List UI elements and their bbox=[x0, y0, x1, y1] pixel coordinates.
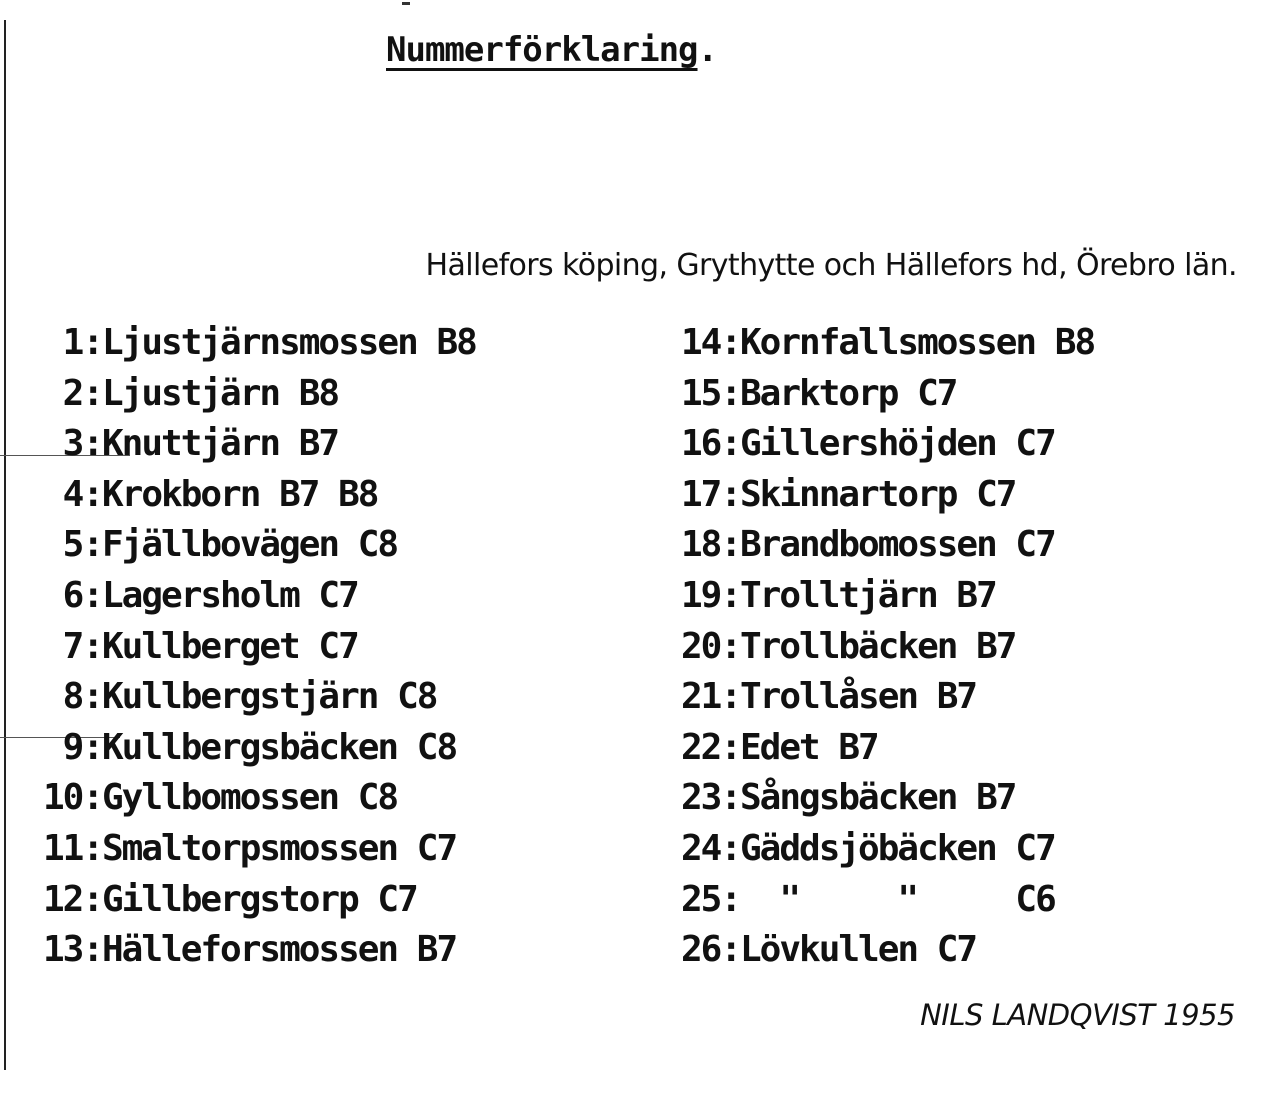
entry-text: Lövkullen C7 bbox=[740, 929, 977, 971]
entry-text: Barktorp C7 bbox=[740, 372, 957, 414]
entry-text: Kullbergsbäcken C8 bbox=[102, 726, 457, 768]
list-item bbox=[660, 672, 1094, 723]
entry-text: Gäddsjöbäcken C7 bbox=[740, 827, 1055, 869]
list-item bbox=[660, 925, 1094, 976]
entry-number: 21: bbox=[680, 676, 740, 718]
number-list-left bbox=[22, 318, 476, 976]
list-item bbox=[660, 318, 1094, 369]
entry-number: 3: bbox=[62, 423, 102, 465]
entry-number: 20: bbox=[680, 625, 740, 667]
list-item bbox=[22, 824, 476, 875]
entry-text: Trollbäcken B7 bbox=[740, 625, 1016, 667]
entry-text: Smaltorpsmossen C7 bbox=[102, 827, 457, 869]
entry-text: Krokborn B7 B8 bbox=[102, 473, 378, 515]
entry-number: 2: bbox=[62, 372, 102, 414]
entry-number: 4: bbox=[62, 473, 102, 515]
entry-number: 18: bbox=[680, 524, 740, 566]
entry-number: 14: bbox=[680, 322, 740, 363]
entry-text: Kornfallsmossen B8 bbox=[740, 322, 1095, 363]
entry-text: Trolltjärn B7 bbox=[740, 574, 996, 616]
entry-text: Fjällbovägen C8 bbox=[102, 524, 398, 566]
entry-number: 1: bbox=[62, 322, 102, 363]
list-item bbox=[22, 875, 476, 926]
entry-text: Gillershöjden C7 bbox=[740, 423, 1055, 465]
entry-number: 16: bbox=[680, 423, 740, 465]
location-subtitle: Hällefors köping, Grythytte och Hällefors hd, Örebro län. bbox=[425, 248, 1237, 283]
list-item bbox=[660, 470, 1094, 521]
entry-text: Edet B7 bbox=[740, 726, 878, 768]
entry-number: 10: bbox=[42, 777, 102, 819]
scan-mark bbox=[402, 2, 410, 5]
entry-number: 23: bbox=[680, 777, 740, 819]
entry-text: Brandbomossen C7 bbox=[740, 524, 1055, 566]
entry-text: Skinnartorp C7 bbox=[740, 473, 1016, 515]
list-item bbox=[22, 318, 476, 369]
entry-number: 15: bbox=[680, 372, 740, 414]
entry-text: Lagersholm C7 bbox=[102, 574, 358, 616]
list-item bbox=[660, 369, 1094, 420]
entry-text: Ljustjärnsmossen B8 bbox=[102, 322, 476, 363]
entry-number: 11: bbox=[42, 827, 102, 869]
list-item bbox=[22, 470, 476, 521]
entry-text: Gyllbomossen C8 bbox=[102, 777, 398, 819]
list-item bbox=[660, 520, 1094, 571]
author-signature: NILS LANDQVIST 1955 bbox=[920, 998, 1235, 1032]
entry-text: Sångsbäcken B7 bbox=[740, 777, 1016, 819]
entry-number: 12: bbox=[42, 878, 102, 920]
entry-text: Trollåsen B7 bbox=[740, 676, 977, 718]
entry-number: 24: bbox=[680, 827, 740, 869]
entry-text: " " C6 bbox=[740, 878, 1055, 920]
title-punctuation: . bbox=[697, 30, 717, 70]
list-item bbox=[22, 419, 476, 470]
entry-number: 17: bbox=[680, 473, 740, 515]
entry-text: Gillbergstorp C7 bbox=[102, 878, 417, 920]
entry-number: 7: bbox=[62, 625, 102, 667]
page-title bbox=[386, 30, 717, 70]
entry-number: 19: bbox=[680, 574, 740, 616]
entry-text: Knuttjärn B7 bbox=[102, 423, 339, 465]
list-item bbox=[660, 622, 1094, 673]
list-item bbox=[660, 875, 1094, 926]
list-item bbox=[22, 520, 476, 571]
list-item bbox=[660, 773, 1094, 824]
list-item bbox=[22, 723, 476, 774]
list-item bbox=[22, 571, 476, 622]
list-item bbox=[660, 824, 1094, 875]
entry-number: 25: bbox=[680, 878, 740, 920]
list-item bbox=[22, 622, 476, 673]
title-text: Nummerförklaring bbox=[386, 30, 698, 70]
entry-number: 5: bbox=[62, 524, 102, 566]
entry-text: Hälleforsmossen B7 bbox=[102, 929, 457, 971]
entry-number: 13: bbox=[42, 929, 102, 971]
list-item bbox=[22, 369, 476, 420]
list-item bbox=[22, 773, 476, 824]
page-left-border bbox=[4, 20, 6, 1070]
entry-text: Kullbergstjärn C8 bbox=[102, 676, 437, 718]
entry-number: 26: bbox=[680, 929, 740, 971]
entry-number: 22: bbox=[680, 726, 740, 768]
entry-number: 6: bbox=[62, 574, 102, 616]
list-item bbox=[22, 672, 476, 723]
entry-number: 8: bbox=[62, 676, 102, 718]
number-list-right bbox=[660, 318, 1094, 976]
entry-number: 9: bbox=[62, 726, 102, 768]
entry-text: Ljustjärn B8 bbox=[102, 372, 339, 414]
list-item bbox=[22, 925, 476, 976]
list-item bbox=[660, 571, 1094, 622]
list-item bbox=[660, 419, 1094, 470]
entry-text: Kullberget C7 bbox=[102, 625, 358, 667]
list-item bbox=[660, 723, 1094, 774]
